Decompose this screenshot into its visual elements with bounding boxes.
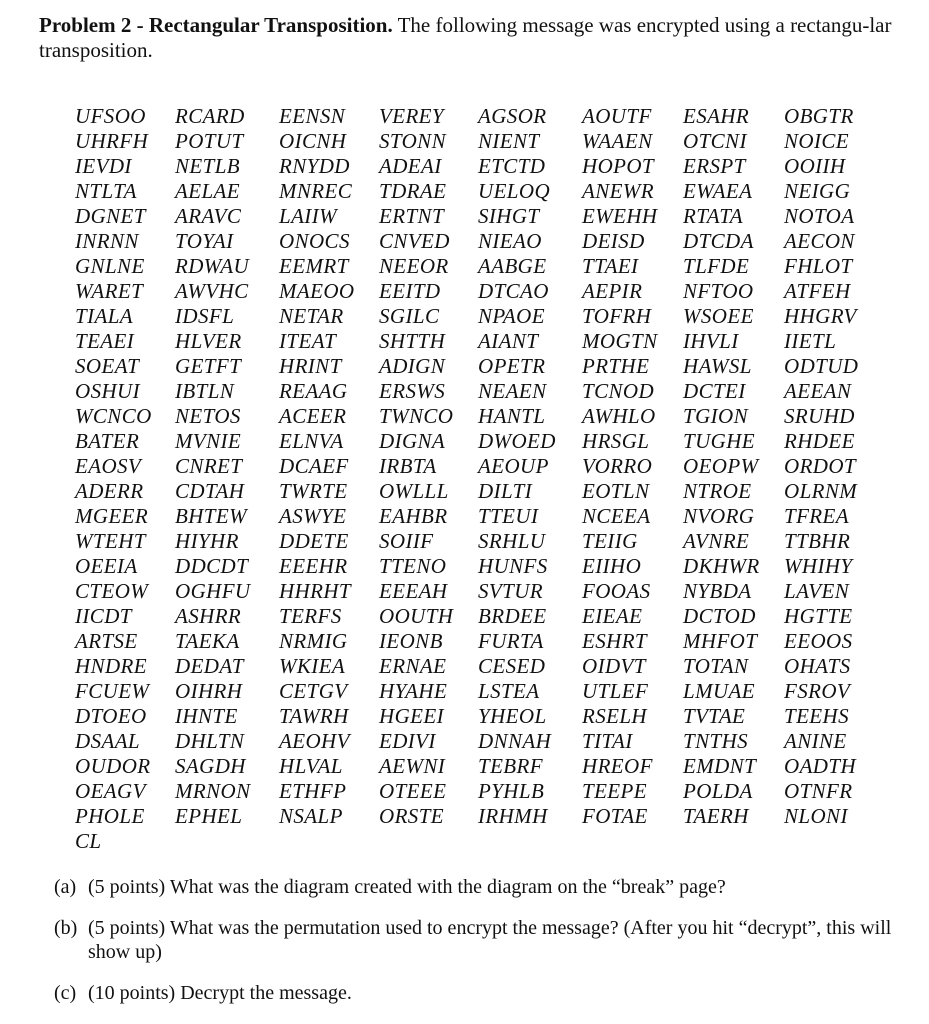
ciphertext-group: TERFS <box>279 604 342 628</box>
ciphertext-row <box>75 554 905 579</box>
ciphertext-group: GNLNE <box>75 254 145 278</box>
ciphertext-group: MVNIE <box>175 429 242 453</box>
ciphertext-group: TOTAN <box>683 654 749 678</box>
ciphertext-row <box>75 629 905 654</box>
ciphertext-group: POTUT <box>175 129 244 153</box>
ciphertext-group: TWRTE <box>279 479 348 503</box>
ciphertext-group: DNNAH <box>478 729 552 753</box>
question-list <box>54 875 914 1005</box>
ciphertext-group: NIENT <box>478 129 540 153</box>
ciphertext-group: EAHBR <box>379 504 448 528</box>
ciphertext-group: TOFRH <box>582 304 652 328</box>
ciphertext-row <box>75 304 905 329</box>
ciphertext-group: WAAEN <box>582 129 653 153</box>
ciphertext-group: POLDA <box>683 779 753 803</box>
ciphertext-group: AVNRE <box>683 529 750 553</box>
ciphertext-group: RNYDD <box>279 154 350 178</box>
ciphertext-group: HLVAL <box>279 754 343 778</box>
ciphertext-group: RTATA <box>683 204 743 228</box>
ciphertext-group: AWVHC <box>175 279 249 303</box>
ciphertext-group: TTAEI <box>582 254 639 278</box>
ciphertext-group: EWAEA <box>683 179 753 203</box>
ciphertext-group: NOTOA <box>784 204 855 228</box>
ciphertext-row <box>75 729 905 754</box>
ciphertext-group: OIHRH <box>175 679 243 703</box>
ciphertext-row <box>75 529 905 554</box>
ciphertext-group: IEVDI <box>75 154 132 178</box>
ciphertext-group: VEREY <box>379 104 444 128</box>
ciphertext-group: PRTHE <box>582 354 650 378</box>
ciphertext-group: EOTLN <box>582 479 650 503</box>
ciphertext-group: EEEHR <box>279 554 348 578</box>
ciphertext-group: OUDOR <box>75 754 151 778</box>
ciphertext-group: TDRAE <box>379 179 447 203</box>
ciphertext-group: DCAEF <box>279 454 349 478</box>
ciphertext-row <box>75 454 905 479</box>
ciphertext-group: AOUTF <box>582 104 652 128</box>
ciphertext-group: IEONB <box>379 629 443 653</box>
ciphertext-group: TEAEI <box>75 329 135 353</box>
ciphertext-group: NYBDA <box>683 579 752 603</box>
ciphertext-block <box>75 104 905 854</box>
ciphertext-group: ELNVA <box>279 429 344 453</box>
ciphertext-group: YHEOL <box>478 704 547 728</box>
ciphertext-group: SIHGT <box>478 204 540 228</box>
ciphertext-row <box>75 704 905 729</box>
ciphertext-group: OEAGV <box>75 779 146 803</box>
ciphertext-group: ITEAT <box>279 329 337 353</box>
ciphertext-group: FOTAE <box>582 804 648 828</box>
ciphertext-group: AABGE <box>478 254 547 278</box>
question-label: (a) <box>54 876 77 898</box>
ciphertext-group: NEIGG <box>784 179 851 203</box>
ciphertext-group: HRSGL <box>582 429 650 453</box>
ciphertext-group: EIEAE <box>582 604 643 628</box>
ciphertext-group: TUGHE <box>683 429 756 453</box>
ciphertext-group: MOGTN <box>582 329 658 353</box>
ciphertext-group: TOYAI <box>175 229 234 253</box>
ciphertext-group: DDCDT <box>175 554 249 578</box>
ciphertext-group: IHVLI <box>683 329 739 353</box>
ciphertext-group: NTLTA <box>75 179 137 203</box>
ciphertext-group: OTEEE <box>379 779 447 803</box>
ciphertext-group: NVORG <box>683 504 755 528</box>
ciphertext-group: EAOSV <box>75 454 142 478</box>
ciphertext-group: HHRHT <box>279 579 352 603</box>
ciphertext-group: AEEAN <box>784 379 852 403</box>
ciphertext-group: RSELH <box>582 704 647 728</box>
ciphertext-group: TEEPE <box>582 779 647 803</box>
ciphertext-group: NSALP <box>279 804 343 828</box>
ciphertext-row <box>75 204 905 229</box>
ciphertext-group: DDETE <box>279 529 349 553</box>
ciphertext-group: OWLLL <box>379 479 449 503</box>
ciphertext-group: DCTOD <box>683 604 756 628</box>
ciphertext-group: NOICE <box>784 129 849 153</box>
ciphertext-group: OSHUI <box>75 379 140 403</box>
ciphertext-group: EPHEL <box>175 804 243 828</box>
ciphertext-group: DHLTN <box>175 729 245 753</box>
ciphertext-group: ESAHR <box>683 104 750 128</box>
ciphertext-group: ARTSE <box>75 629 138 653</box>
ciphertext-group: OBGTR <box>784 104 854 128</box>
ciphertext-group: AEWNI <box>379 754 446 778</box>
ciphertext-group: RCARD <box>175 104 245 128</box>
ciphertext-group: LAIIW <box>279 204 337 228</box>
ciphertext-group: NCEEA <box>582 504 651 528</box>
ciphertext-group: TGION <box>683 404 749 428</box>
ciphertext-row <box>75 654 905 679</box>
ciphertext-row <box>75 479 905 504</box>
ciphertext-group: TEIIG <box>582 529 638 553</box>
ciphertext-group: EENSN <box>279 104 346 128</box>
ciphertext-group: ERNAE <box>379 654 447 678</box>
ciphertext-group: TTBHR <box>784 529 851 553</box>
ciphertext-group: IHNTE <box>175 704 238 728</box>
ciphertext-group: DEISD <box>582 229 645 253</box>
ciphertext-group: CL <box>75 829 102 853</box>
ciphertext-group: TIALA <box>75 304 134 328</box>
ciphertext-group: DEDAT <box>175 654 244 678</box>
ciphertext-group: TVTAE <box>683 704 746 728</box>
question-label: (c) <box>54 982 77 1004</box>
ciphertext-group: TEBRF <box>478 754 543 778</box>
ciphertext-group: MRNON <box>175 779 251 803</box>
ciphertext-group: NEEOR <box>379 254 449 278</box>
ciphertext-group: LMUAE <box>683 679 755 703</box>
ciphertext-group: FCUEW <box>75 679 150 703</box>
ciphertext-group: SOEAT <box>75 354 140 378</box>
ciphertext-group: NIEAO <box>478 229 542 253</box>
ciphertext-group: ONOCS <box>279 229 350 253</box>
question-label: (b) <box>54 917 78 939</box>
ciphertext-group: ETCTD <box>478 154 546 178</box>
ciphertext-group: NPAOE <box>478 304 545 328</box>
ciphertext-group: OHATS <box>784 654 851 678</box>
ciphertext-group: OEEIA <box>75 554 138 578</box>
ciphertext-group: NRMIG <box>279 629 348 653</box>
ciphertext-group: ODTUD <box>784 354 859 378</box>
ciphertext-group: ANINE <box>784 729 847 753</box>
ciphertext-group: BRDEE <box>478 604 547 628</box>
ciphertext-group: NETOS <box>175 404 241 428</box>
ciphertext-group: TAERH <box>683 804 749 828</box>
ciphertext-group: SVTUR <box>478 579 543 603</box>
ciphertext-row <box>75 829 905 854</box>
ciphertext-group: MHFOT <box>683 629 758 653</box>
ciphertext-group: AEPIR <box>582 279 643 303</box>
ciphertext-group: CETGV <box>279 679 348 703</box>
ciphertext-group: ERSPT <box>683 154 746 178</box>
ciphertext-group: ANEWR <box>582 179 654 203</box>
ciphertext-group: SAGDH <box>175 754 246 778</box>
ciphertext-group: TTENO <box>379 554 447 578</box>
ciphertext-group: OLRNM <box>784 479 858 503</box>
ciphertext-group: BHTEW <box>175 504 247 528</box>
ciphertext-group: FOOAS <box>582 579 651 603</box>
ciphertext-group: NETLB <box>175 154 241 178</box>
ciphertext-group: HYAHE <box>379 679 448 703</box>
problem-intro-text: The following message was encrypted using a rectangu-lar transposition. <box>39 13 892 62</box>
ciphertext-group: HANTL <box>478 404 546 428</box>
ciphertext-group: OIDVT <box>582 654 646 678</box>
ciphertext-group: ADERR <box>75 479 144 503</box>
ciphertext-group: CNVED <box>379 229 450 253</box>
ciphertext-group: HLVER <box>175 329 242 353</box>
ciphertext-group: NLONI <box>784 804 848 828</box>
ciphertext-group: DTOEO <box>75 704 147 728</box>
ciphertext-row <box>75 154 905 179</box>
ciphertext-group: STONN <box>379 129 446 153</box>
ciphertext-group: ETHFP <box>279 779 347 803</box>
ciphertext-row <box>75 279 905 304</box>
ciphertext-group: BATER <box>75 429 140 453</box>
ciphertext-group: EEITD <box>379 279 441 303</box>
ciphertext-group: ERTNT <box>379 204 445 228</box>
ciphertext-group: TEEHS <box>784 704 849 728</box>
ciphertext-group: FSROV <box>784 679 851 703</box>
ciphertext-group: DSAAL <box>75 729 140 753</box>
ciphertext-group: IDSFL <box>175 304 235 328</box>
ciphertext-group: ADIGN <box>379 354 446 378</box>
ciphertext-group: LAVEN <box>784 579 850 603</box>
ciphertext-group: OADTH <box>784 754 857 778</box>
ciphertext-group: ESHRT <box>582 629 647 653</box>
ciphertext-group: NTROE <box>683 479 752 503</box>
ciphertext-group: CESED <box>478 654 546 678</box>
ciphertext-group: TCNOD <box>582 379 655 403</box>
ciphertext-group: WKIEA <box>279 654 346 678</box>
ciphertext-group: LSTEA <box>478 679 540 703</box>
ciphertext-group: WARET <box>75 279 144 303</box>
ciphertext-group: TFREA <box>784 504 849 528</box>
ciphertext-group: DTCDA <box>683 229 754 253</box>
ciphertext-group: PHOLE <box>75 804 145 828</box>
problem-statement <box>39 13 909 63</box>
ciphertext-group: SHTTH <box>379 329 446 353</box>
ciphertext-row <box>75 404 905 429</box>
ciphertext-group: TWNCO <box>379 404 454 428</box>
ciphertext-group: EEOOS <box>784 629 853 653</box>
ciphertext-group: NFTOO <box>683 279 754 303</box>
ciphertext-group: MGEER <box>75 504 149 528</box>
ciphertext-group: MNREC <box>279 179 353 203</box>
ciphertext-group: DIGNA <box>379 429 446 453</box>
ciphertext-row <box>75 379 905 404</box>
ciphertext-group: NETAR <box>279 304 344 328</box>
ciphertext-group: TLFDE <box>683 254 750 278</box>
ciphertext-group: UFSOO <box>75 104 146 128</box>
ciphertext-group: DILTI <box>478 479 533 503</box>
ciphertext-group: TITAI <box>582 729 633 753</box>
ciphertext-group: ARAVC <box>175 204 242 228</box>
ciphertext-group: HIYHR <box>175 529 239 553</box>
ciphertext-group: CNRET <box>175 454 243 478</box>
ciphertext-row <box>75 104 905 129</box>
ciphertext-row <box>75 779 905 804</box>
ciphertext-group: ADEAI <box>379 154 442 178</box>
ciphertext-group: IBTLN <box>175 379 235 403</box>
ciphertext-group: EIIHO <box>582 554 642 578</box>
ciphertext-group: AGSOR <box>478 104 547 128</box>
ciphertext-group: DTCAO <box>478 279 549 303</box>
ciphertext-group: UTLEF <box>582 679 649 703</box>
ciphertext-group: FHLOT <box>784 254 853 278</box>
ciphertext-group: ASWYE <box>279 504 347 528</box>
ciphertext-group: OGHFU <box>175 579 251 603</box>
ciphertext-group: AEOUP <box>478 454 549 478</box>
ciphertext-group: IRBTA <box>379 454 437 478</box>
ciphertext-group: FURTA <box>478 629 544 653</box>
ciphertext-row <box>75 254 905 279</box>
ciphertext-group: OEOPW <box>683 454 759 478</box>
ciphertext-group: MAEOO <box>279 279 355 303</box>
ciphertext-row <box>75 804 905 829</box>
ciphertext-row <box>75 179 905 204</box>
ciphertext-group: WCNCO <box>75 404 152 428</box>
ciphertext-group: DCTEI <box>683 379 746 403</box>
ciphertext-group: ERSWS <box>379 379 446 403</box>
ciphertext-group: IIETL <box>784 329 837 353</box>
ciphertext-group: PYHLB <box>478 779 545 803</box>
ciphertext-group: IICDT <box>75 604 132 628</box>
ciphertext-group: TTEUI <box>478 504 539 528</box>
ciphertext-group: VORRO <box>582 454 653 478</box>
ciphertext-group: UHRFH <box>75 129 149 153</box>
ciphertext-group: AELAE <box>175 179 240 203</box>
ciphertext-group: OTNFR <box>784 779 853 803</box>
problem-title: Problem 2 - Rectangular Transposition. <box>39 13 393 37</box>
ciphertext-group: IRHMH <box>478 804 548 828</box>
ciphertext-row <box>75 229 905 254</box>
ciphertext-group: AEOHV <box>279 729 350 753</box>
ciphertext-group: HREOF <box>582 754 653 778</box>
ciphertext-group: RHDEE <box>784 429 855 453</box>
ciphertext-group: DGNET <box>75 204 146 228</box>
ciphertext-group: HAWSL <box>683 354 752 378</box>
ciphertext-group: HHGRV <box>784 304 857 328</box>
question-text: (5 points) What was the permutation used to encrypt the message? (After you hit “decrypt”, this will show up) <box>88 917 892 963</box>
question-b <box>54 916 914 964</box>
ciphertext-row <box>75 504 905 529</box>
ciphertext-group: OOUTH <box>379 604 454 628</box>
ciphertext-group: DWOED <box>478 429 556 453</box>
ciphertext-group: INRNN <box>75 229 139 253</box>
ciphertext-group: EDIVI <box>379 729 436 753</box>
ciphertext-group: ORSTE <box>379 804 444 828</box>
ciphertext-group: WSOEE <box>683 304 754 328</box>
ciphertext-group: OICNH <box>279 129 347 153</box>
ciphertext-group: CTEOW <box>75 579 149 603</box>
question-c <box>54 981 914 1005</box>
ciphertext-row <box>75 129 905 154</box>
ciphertext-group: EEMRT <box>279 254 349 278</box>
ciphertext-group: EWEHH <box>582 204 658 228</box>
ciphertext-group: AWHLO <box>582 404 656 428</box>
ciphertext-group: SGILC <box>379 304 440 328</box>
ciphertext-group: TAEKA <box>175 629 240 653</box>
ciphertext-row <box>75 579 905 604</box>
ciphertext-group: REAAG <box>279 379 348 403</box>
ciphertext-row <box>75 604 905 629</box>
question-text: (10 points) Decrypt the message. <box>88 982 352 1004</box>
ciphertext-group: RDWAU <box>175 254 250 278</box>
ciphertext-group: EEEAH <box>379 579 448 603</box>
ciphertext-group: SRUHD <box>784 404 855 428</box>
ciphertext-row <box>75 354 905 379</box>
ciphertext-group: ACEER <box>279 404 347 428</box>
ciphertext-row <box>75 679 905 704</box>
ciphertext-group: HGEEI <box>379 704 444 728</box>
ciphertext-group: UELOQ <box>478 179 551 203</box>
ciphertext-group: OOIIH <box>784 154 846 178</box>
ciphertext-row <box>75 329 905 354</box>
ciphertext-group: AECON <box>784 229 855 253</box>
ciphertext-group: TNTHS <box>683 729 749 753</box>
ciphertext-group: OPETR <box>478 354 546 378</box>
ciphertext-group: HRINT <box>279 354 342 378</box>
ciphertext-group: ATFEH <box>784 279 851 303</box>
ciphertext-group: SRHLU <box>478 529 546 553</box>
ciphertext-group: HUNFS <box>478 554 548 578</box>
ciphertext-group: SOIIF <box>379 529 434 553</box>
ciphertext-group: EMDNT <box>683 754 757 778</box>
ciphertext-group: WTEHT <box>75 529 146 553</box>
ciphertext-group: OTCNI <box>683 129 747 153</box>
ciphertext-group: HGTTE <box>784 604 853 628</box>
ciphertext-group: NEAEN <box>478 379 547 403</box>
ciphertext-group: HOPOT <box>582 154 655 178</box>
ciphertext-group: WHIHY <box>784 554 853 578</box>
ciphertext-group: TAWRH <box>279 704 349 728</box>
ciphertext-group: ORDOT <box>784 454 857 478</box>
question-a <box>54 875 914 899</box>
ciphertext-row <box>75 429 905 454</box>
ciphertext-row <box>75 754 905 779</box>
ciphertext-group: CDTAH <box>175 479 245 503</box>
ciphertext-group: ASHRR <box>175 604 242 628</box>
question-text: (5 points) What was the diagram created with the diagram on the “break” page? <box>88 876 726 898</box>
ciphertext-group: DKHWR <box>683 554 760 578</box>
ciphertext-group: AIANT <box>478 329 539 353</box>
ciphertext-group: HNDRE <box>75 654 147 678</box>
ciphertext-group: GETFT <box>175 354 242 378</box>
